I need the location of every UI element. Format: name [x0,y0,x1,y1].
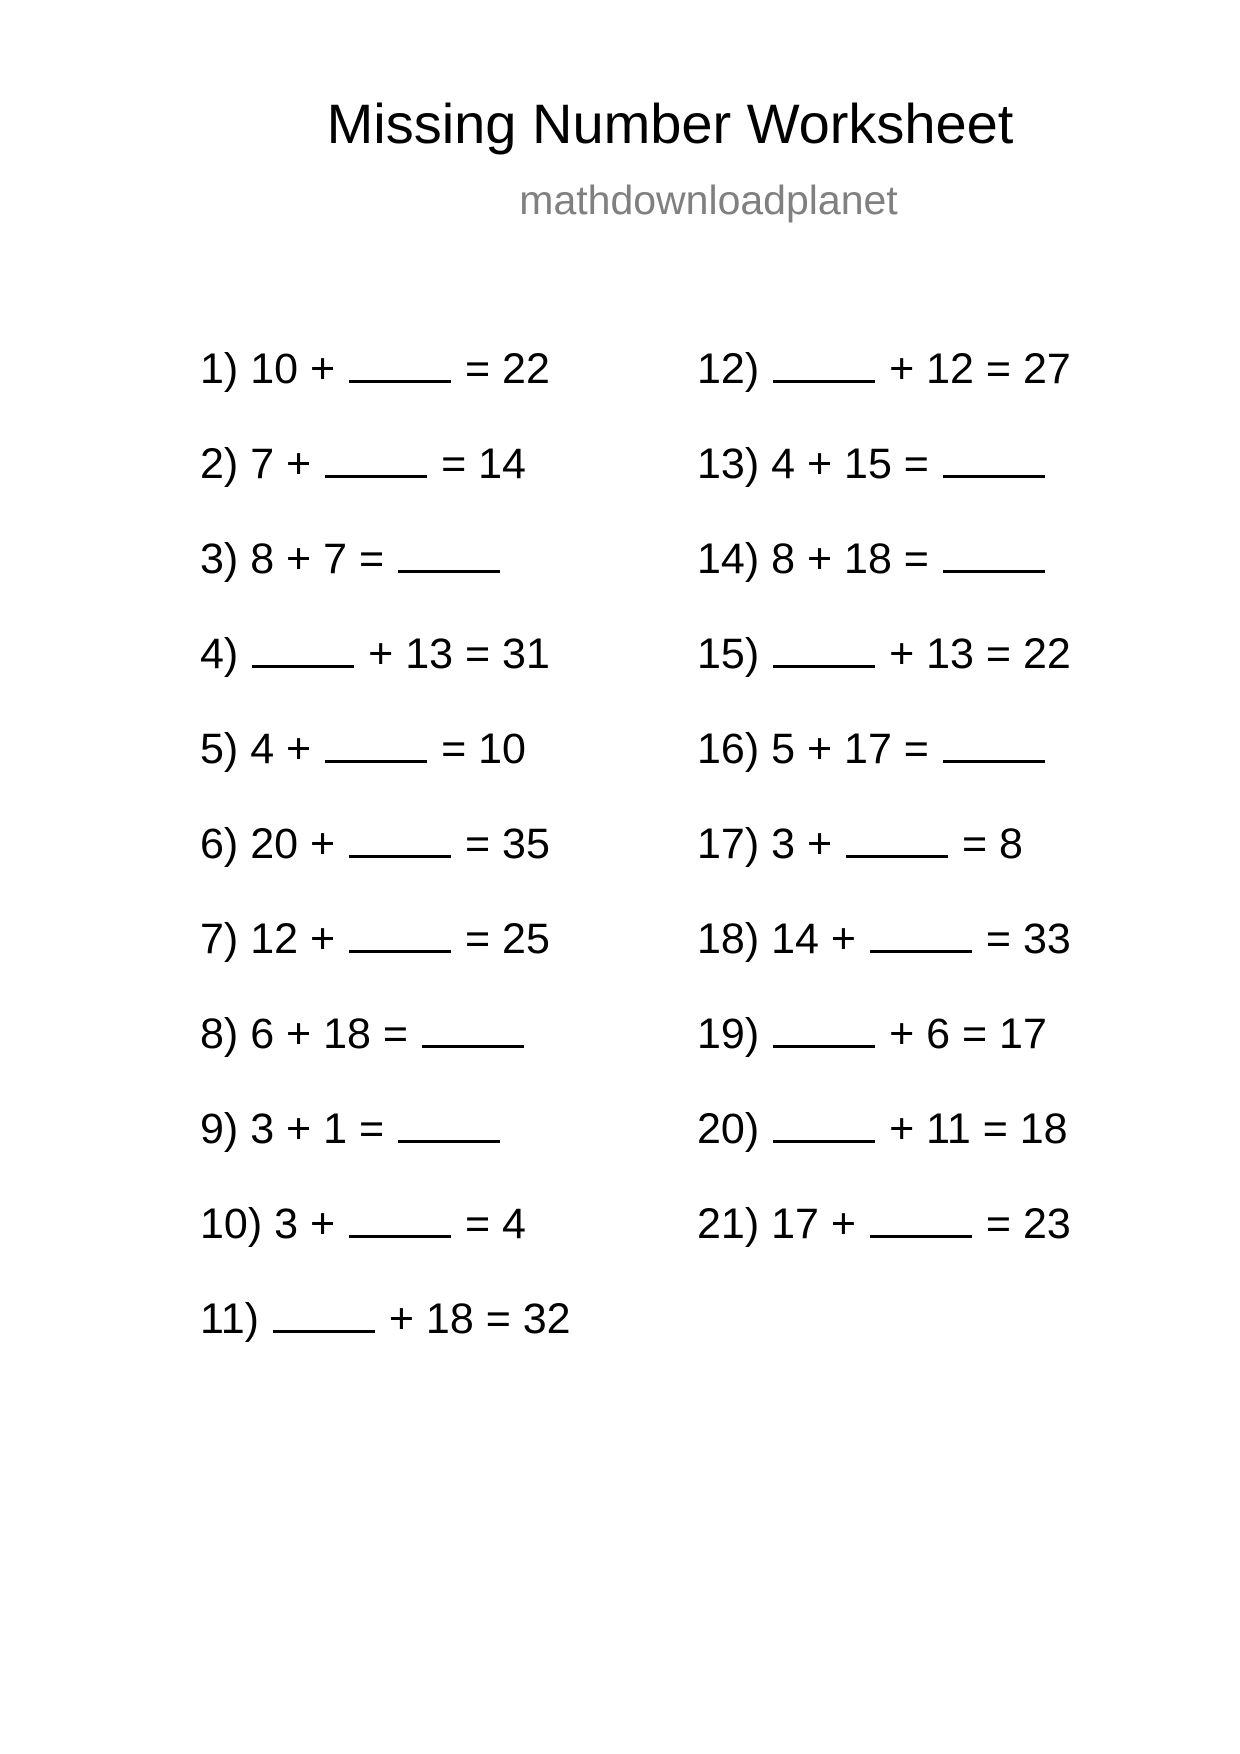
problem-column-right [697,345,1071,1298]
problem-expression: 20 + [250,820,348,868]
problem-expression: + 11 = 18 [889,1105,1068,1153]
problem-item [697,535,1071,633]
problem-number: 19) [697,1010,772,1058]
problem-expression: = 23 [985,1200,1071,1248]
problem-expression: + 13 = 22 [889,630,1071,678]
problem-number: 4) [200,630,251,678]
problem-item [697,820,1071,918]
answer-blank[interactable] [349,918,451,953]
answer-blank[interactable] [773,348,875,383]
problem-number: 17) [697,820,772,868]
problem-expression: 10 + [250,345,348,393]
problem-number: 15) [697,630,772,678]
problem-number: 16) [697,725,772,773]
problem-item [200,1295,571,1393]
problem-number: 10) [200,1200,275,1248]
problem-number: 11) [200,1295,271,1343]
answer-blank[interactable] [773,1108,875,1143]
problem-item [697,725,1071,823]
problem-item [697,345,1071,443]
answer-blank[interactable] [943,538,1045,573]
problem-expression: 4 + 15 = [771,440,941,488]
problem-item [200,345,571,443]
problem-item [200,535,571,633]
problem-item [200,1105,571,1203]
problem-number: 13) [697,440,772,488]
problem-item [200,1010,571,1108]
problem-expression: 5 + 17 = [771,725,941,773]
problem-expression: 6 + 18 = [250,1010,420,1058]
problem-item [697,915,1071,1013]
problem-expression: = 4 [464,1200,526,1248]
answer-blank[interactable] [325,728,427,763]
problem-number: 8) [200,1010,251,1058]
problem-expression: 8 + 7 = [250,535,397,583]
answer-blank[interactable] [773,1013,875,1048]
problem-item [697,1200,1071,1298]
problem-number: 7) [200,915,251,963]
answer-blank[interactable] [349,1203,451,1238]
problem-item [200,725,571,823]
answer-blank[interactable] [398,538,500,573]
problem-expression: = 8 [961,820,1023,868]
answer-blank[interactable] [398,1108,500,1143]
problem-expression: = 10 [441,725,526,773]
problem-number: 2) [200,440,251,488]
answer-blank[interactable] [943,443,1045,478]
problem-number: 14) [697,535,772,583]
problem-number: 6) [200,820,251,868]
answer-blank[interactable] [773,633,875,668]
problem-number: 12) [697,345,772,393]
answer-blank[interactable] [943,728,1045,763]
problem-expression: 3 + [274,1200,348,1248]
answer-blank[interactable] [349,823,451,858]
answer-blank[interactable] [252,633,354,668]
answer-blank[interactable] [325,443,427,478]
problem-item [200,820,571,918]
problem-item [697,630,1071,728]
problem-item [697,1105,1071,1203]
problem-number: 5) [200,725,251,773]
problem-column-left [200,345,571,1393]
problem-expression: 3 + 1 = [250,1105,397,1153]
answer-blank[interactable] [870,1203,972,1238]
worksheet-title: Missing Number Worksheet [326,92,1014,155]
problem-item [200,1200,571,1298]
problem-expression: = 25 [464,915,550,963]
problem-expression: + 6 = 17 [889,1010,1047,1058]
answer-blank[interactable] [870,918,972,953]
problem-expression: = 33 [985,915,1071,963]
problem-expression: + 12 = 27 [889,345,1071,393]
problem-number: 9) [200,1105,251,1153]
problem-expression: 4 + [250,725,324,773]
problem-item [697,1010,1071,1108]
problem-number: 20) [697,1105,772,1153]
problem-expression: 14 + [771,915,868,963]
problem-expression: 12 + [250,915,348,963]
problem-item [200,915,571,1013]
answer-blank[interactable] [349,348,451,383]
problem-number: 1) [200,345,251,393]
problem-number: 18) [697,915,772,963]
answer-blank[interactable] [422,1013,524,1048]
problem-item [200,440,571,538]
problem-expression: 8 + 18 = [771,535,941,583]
answer-blank[interactable] [846,823,948,858]
problem-number: 3) [200,535,251,583]
problem-expression: = 35 [464,820,550,868]
problem-item [697,440,1071,538]
problem-expression: + 13 = 31 [368,630,550,678]
problem-expression: = 22 [464,345,550,393]
problem-expression: 3 + [771,820,845,868]
answer-blank[interactable] [273,1298,375,1333]
problem-expression: = 14 [441,440,526,488]
problem-expression: 7 + [250,440,324,488]
worksheet-subtitle: mathdownloadplanet [519,177,898,223]
problem-item [200,630,571,728]
problem-number: 21) [697,1200,772,1248]
problem-expression: + 18 = 32 [388,1295,571,1343]
problem-expression: 17 + [771,1200,868,1248]
